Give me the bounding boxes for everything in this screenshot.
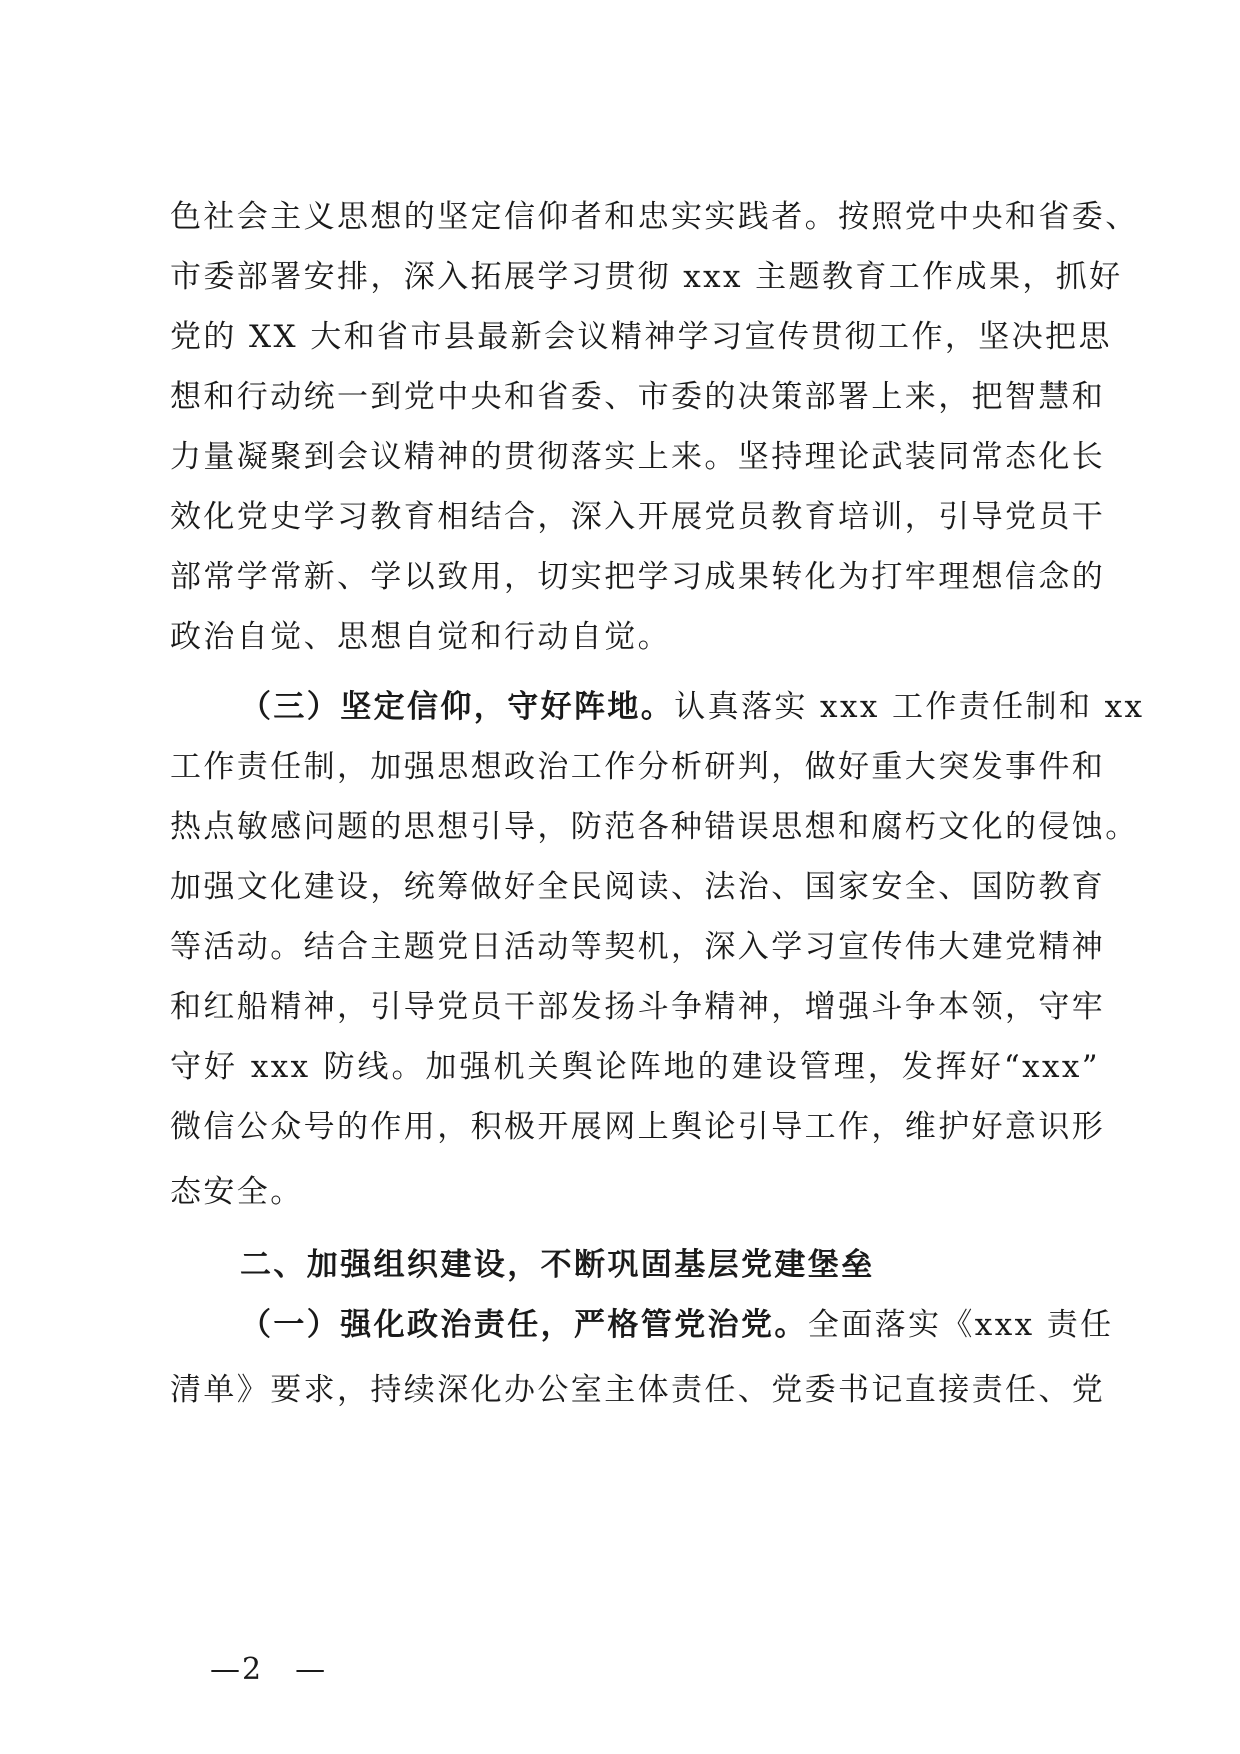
paragraph-line: 态安全。 bbox=[170, 1174, 304, 1210]
paragraph-line: 党的 XX 大和省市县最新会议精神学习宣传贯彻工作，坚决把思 bbox=[170, 319, 1112, 355]
paragraph-line: 加强文化建设，统筹做好全民阅读、法治、国家安全、国防教育 bbox=[170, 869, 1106, 905]
paragraph-first-line bbox=[240, 1305, 1114, 1345]
page-number: —2 — bbox=[210, 1652, 328, 1687]
paragraph-lead-heading: （三）坚定信仰，守好阵地。 bbox=[240, 689, 675, 725]
paragraph-line: 市委部署安排，深入拓展学习贯彻 xxx 主题教育工作成果，抓好 bbox=[170, 259, 1123, 295]
paragraph-line: 想和行动统一到党中央和省委、市委的决策部署上来，把智慧和 bbox=[170, 379, 1106, 415]
paragraph-line: 微信公众号的作用，积极开展网上舆论引导工作，维护好意识形 bbox=[170, 1109, 1106, 1145]
paragraph-line: 力量凝聚到会议精神的贯彻落实上来。坚持理论武装同常态化长 bbox=[170, 439, 1106, 475]
paragraph-line: 等活动。结合主题党日活动等契机，深入学习宣传伟大建党精神 bbox=[170, 929, 1106, 965]
paragraph-line: 政治自觉、思想自觉和行动自觉。 bbox=[170, 619, 671, 655]
paragraph-line: 效化党史学习教育相结合，深入开展党员教育培训，引导党员干 bbox=[170, 499, 1106, 535]
paragraph-line: 热点敏感问题的思想引导，防范各种错误思想和腐朽文化的侵蚀。 bbox=[170, 809, 1139, 845]
paragraph-line: 部常学常新、学以致用，切实把学习成果转化为打牢理想信念的 bbox=[170, 559, 1106, 595]
paragraph-text: 认真落实 xxx 工作责任制和 xx bbox=[674, 689, 1145, 725]
paragraph-line: 清单》要求，持续深化办公室主体责任、党委书记直接责任、党 bbox=[170, 1372, 1106, 1408]
paragraph-line: 和红船精神，引导党员干部发扬斗争精神，增强斗争本领，守牢 bbox=[170, 989, 1106, 1025]
paragraph-text: 全面落实《xxx 责任 bbox=[807, 1307, 1114, 1343]
paragraph-first-line bbox=[240, 687, 1145, 727]
paragraph-line: 守好 xxx 防线。加强机关舆论阵地的建设管理，发挥好“xxx” bbox=[170, 1049, 1100, 1085]
paragraph-lead-heading: （一）强化政治责任，严格管党治党。 bbox=[240, 1307, 808, 1343]
paragraph-line: 色社会主义思想的坚定信仰者和忠实实践者。按照党中央和省委、 bbox=[170, 199, 1139, 235]
paragraph-line: 工作责任制，加强思想政治工作分析研判，做好重大突发事件和 bbox=[170, 749, 1106, 785]
section-heading: 二、加强组织建设，不断巩固基层党建堡垒 bbox=[240, 1247, 875, 1283]
